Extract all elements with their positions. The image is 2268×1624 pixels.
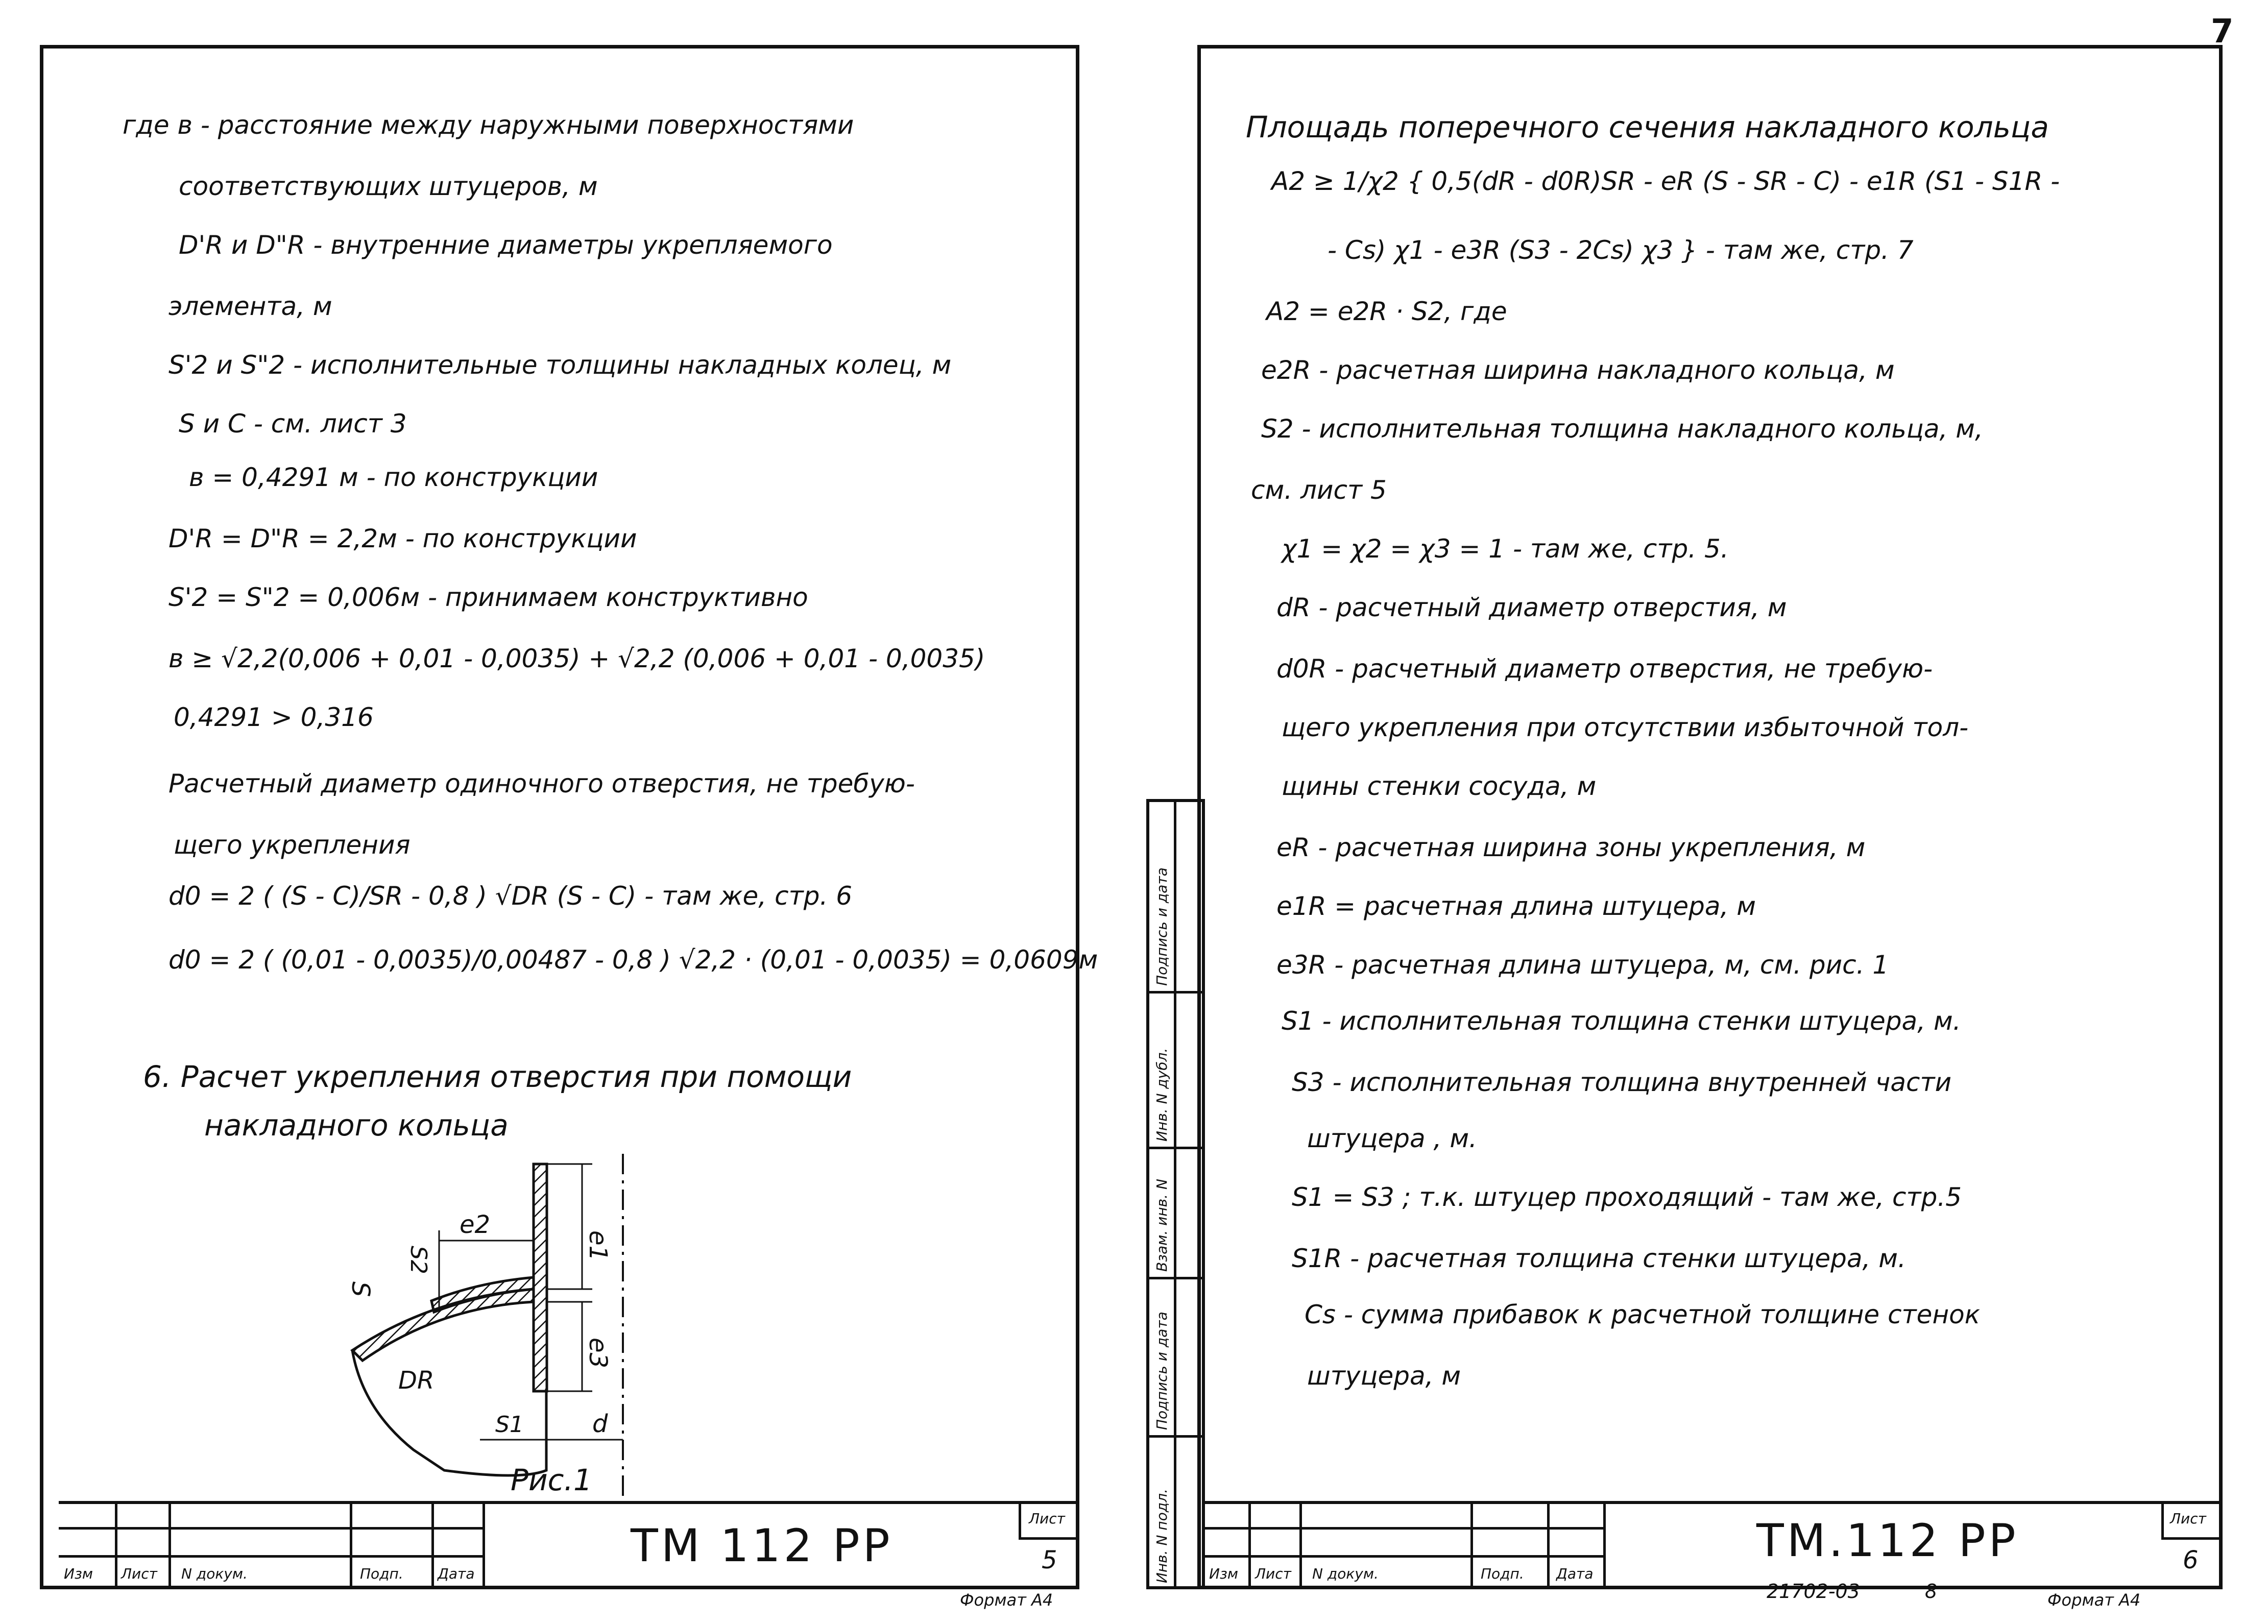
r-stamp-hdr-data: Дата [1556,1565,1594,1582]
nozzle-wall [534,1164,547,1391]
right-line-2: A2 ≥ 1/χ2 { 0,5(dR - d0R)SR - eR (S - SR - C) - e1R (S1 - S1R - [1271,166,2060,196]
left-line-11: 0,4291 > 0,316 [174,702,374,732]
left-line-6: S и C - см. лист 3 [179,409,407,439]
left-line-15: d0 = 2 ( (0,01 - 0,0035)/0,00487 - 0,8 ) √2,2 · (0,01 - 0,0035) = 0,0609м [168,945,1098,975]
sidebar-podpis-2: Подпись и дата [1153,867,1170,986]
label-s2: S2 [405,1246,431,1274]
r-stamp-hdr-izm: Изм [1209,1565,1238,1582]
left-line-5: S'2 и S"2 - исполнительные толщины накладных колец, м [168,350,952,380]
r-stamp-hdr-podp: Подп. [1481,1565,1524,1582]
left-line-14: d0 = 2 ( (S - C)/SR - 0,8 ) √DR (S - C) - там же, стр. 6 [168,881,853,911]
r-stamp-hdr-ndoc: N докум. [1312,1565,1379,1582]
right-inventory-num: 8 [1925,1580,1938,1603]
stamp-hdr-ndoc: N докум. [181,1565,248,1582]
right-line-4: A2 = e2R · S2, где [1266,297,1507,326]
right-title-block [1205,1501,2223,1588]
right-line-8: χ1 = χ2 = χ3 = 1 - там же, стр. 5. [1282,534,1729,564]
label-s1: S1 [495,1412,524,1438]
section-title: 6. Расчет укрепления отверстия при помощи [143,1059,852,1094]
right-line-19: S1 = S3 ; т.к. штуцер проходящий - там же, стр.5 [1292,1182,1962,1212]
left-line-4: элемента, м [168,292,332,321]
r-stamp-hdr-list: Лист [1255,1565,1291,1582]
right-line-14: e1R = расчетная длина штуцера, м [1276,891,1756,921]
figure-caption: Рис.1 [511,1463,592,1497]
right-sheet-label: Лист [2170,1510,2206,1527]
left-line-13: щего укрепления [174,830,411,860]
right-line-15: e3R - расчетная длина штуцера, м, см. рис. 1 [1276,950,1889,980]
right-page-frame [1197,45,2223,1589]
left-line-1: где в - расстояние между наружными поверхностями [123,110,854,140]
right-format: Формат А4 [2047,1590,2141,1610]
left-line-7: в = 0,4291 м - по конструкции [189,463,598,492]
right-doc-code: ТМ.112 РР [1756,1514,2019,1567]
right-line-1: Площадь поперечного сечения накладного кольца [1246,110,2049,144]
right-line-3: - Cs) χ1 - e3R (S3 - 2Cs) χ3 } - там же, стр. 7 [1328,235,1914,265]
right-inventory: 21702-03 [1767,1580,1860,1603]
left-line-3: D'R и D"R - внутренние диаметры укрепляемого [179,230,833,260]
label-dr: DR [398,1366,435,1395]
left-sheet-number: 5 [1042,1546,1057,1574]
right-line-13: eR - расчетная ширина зоны укрепления, м [1276,833,1866,862]
sidebar-vzam: Взам. инв. N [1153,1179,1170,1272]
right-line-18: штуцера , м. [1307,1124,1477,1153]
right-line-10: d0R - расчетный диаметр отверстия, не требую- [1276,654,1933,684]
section-title-2: накладного кольца [204,1108,509,1143]
label-e1: e1 [584,1230,612,1262]
left-line-9: S'2 = S"2 = 0,006м - принимаем конструктивно [168,583,808,612]
label-e3: e3 [584,1338,612,1369]
sidebar-inv-podl: Инв. N подл. [1153,1489,1170,1583]
stamp-hdr-podp: Подп. [360,1565,403,1582]
left-title-block [59,1501,1079,1588]
sidebar-podpis-1: Подпись и дата [1153,1312,1170,1430]
label-d: d [592,1410,608,1438]
label-s: S [346,1281,375,1297]
right-sheet-number: 6 [2183,1546,2199,1574]
label-e2: e2 [460,1210,491,1239]
right-line-17: S3 - исполнительная толщина внутренней части [1292,1068,1952,1097]
right-sidebar [1146,799,1205,1589]
right-line-16: S1 - исполнительная толщина стенки штуцера, м. [1282,1006,1961,1036]
right-line-11: щего укрепления при отсутствии избыточной тол- [1282,713,1969,742]
left-line-12: Расчетный диаметр одиночного отверстия, не требую- [168,769,915,798]
right-line-21: Cs - сумма прибавок к расчетной толщине стенок [1305,1300,1980,1329]
corner-page-number: 7 [2211,13,2234,51]
right-line-6: S2 - исполнительная толщина накладного кольца, м, [1261,414,1983,444]
left-line-2: соответствующих штуцеров, м [179,172,598,201]
stamp-hdr-data: Дата [438,1565,475,1582]
right-line-9: dR - расчетный диаметр отверстия, м [1276,593,1787,622]
left-sheet-label: Лист [1029,1510,1065,1527]
right-line-5: e2R - расчетная ширина накладного кольца, м [1261,355,1895,385]
right-line-7: см. лист 5 [1251,475,1387,505]
left-line-10: в ≥ √2,2(0,006 + 0,01 - 0,0035) + √2,2 (0,006 + 0,01 - 0,0035) [168,644,985,673]
left-format: Формат А4 [960,1590,1053,1610]
right-line-12: щины стенки сосуда, м [1282,771,1597,801]
left-line-8: D'R = D"R = 2,2м - по конструкции [168,524,637,553]
sidebar-inv-dubl: Инв. N дубл. [1153,1048,1170,1142]
stamp-hdr-izm: Изм [64,1565,93,1582]
figure-1 [306,1144,715,1511]
stamp-hdr-list: Лист [121,1565,157,1582]
left-doc-code: ТМ 112 РР [631,1519,893,1572]
right-line-20: S1R - расчетная толщина стенки штуцера, м. [1292,1244,1906,1273]
right-line-22: штуцера, м [1307,1361,1461,1391]
